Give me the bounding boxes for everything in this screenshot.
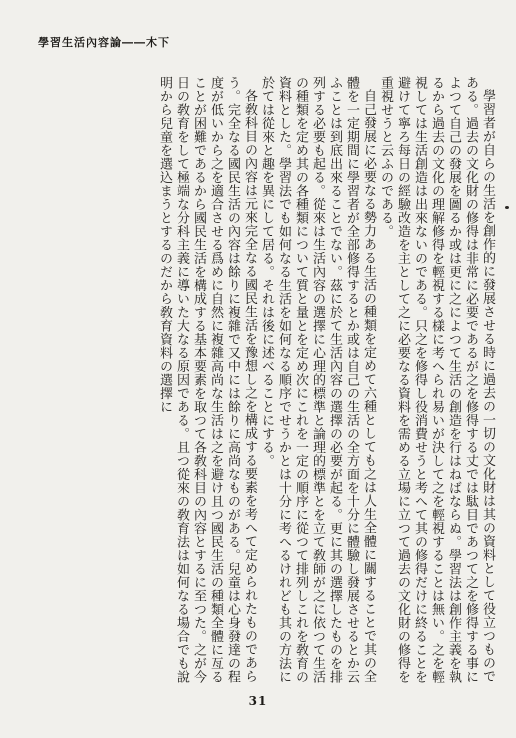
paragraph: 自己發展に必要なる勢力ある生活の種類を定めて六種としても之は人生全體に關することで其の全體を一定期間に學習者が全部修得するとか或は自己の生活の全方面を十分に體驗し發展させるとか云ふことは到底出來ることでない。茲に於て生活內容の選擇の必要が起る。更に其の選擇したものを排列する必要も起る。從來は生活內容の選擇に心理的標準と論理的標準とを立て敎師が之に依つて生活の種類を定め其の各種類について質と量とを定め次にこれを一定の順序に從つて排列しこれを敎育の資料とした。學習法でも如何なる生活を如何なる順序でせうかとは十分に考へるけれども其の方法に於ては從來と趣を異にして居る。それは後に述べることにする。 — [259, 76, 376, 684]
page-number: 31 — [248, 694, 268, 708]
ink-speck — [505, 206, 509, 209]
paragraph: 學習者が自らの生活を創作的に發展させる時に過去の一切の文化財は其の資料として役立つものである。過去の文化財の修得は非常に必要であるが之を修得する丈では駄目であつて之を修得する事によつて自己の發展を圖るか或は更に之によつて生活の創造を行はねばならぬ。學習法は創作主義を執るから過去の文化の理解修得を輕視する樣に考へられ易いが決して之を輕視することは無い。之を輕視しては生活創造は出來ないのである。只之を修得し役消費せうと考へて其の修得だけに終ることを避けて寧ろ每日の經驗改造を主として之に必要なる資料を需める立場に立つて過去の文化財の修得を重視せうと云ふのである。 — [378, 76, 495, 684]
vertical-body-text — [36, 76, 496, 686]
paragraph: 各敎科目の內容は元來完全なる國民生活を豫想し之を構成する要素を考へて定められたものであらう。完全なる國民生活の內容は餘りに複雜で又中には餘りに高尚なものがある。兒童は心身發達の程度が低いから之を適合させる爲めに自然に複雜高尚な生活は之を避け且つ國民生活の種類全體に亙ることが困難であるから國民生活を構成する基本要素を取つて各敎科目の內容とするに至つた。之が今日の敎育をして極端な分科主義に導いた大なる原因である。且つ從來の敎育法は如何なる場合でも說明から兒童を選込まうとするのだから敎育資料の選擇に — [157, 76, 257, 684]
running-header: 學習生活內容論――木下 — [38, 36, 170, 49]
